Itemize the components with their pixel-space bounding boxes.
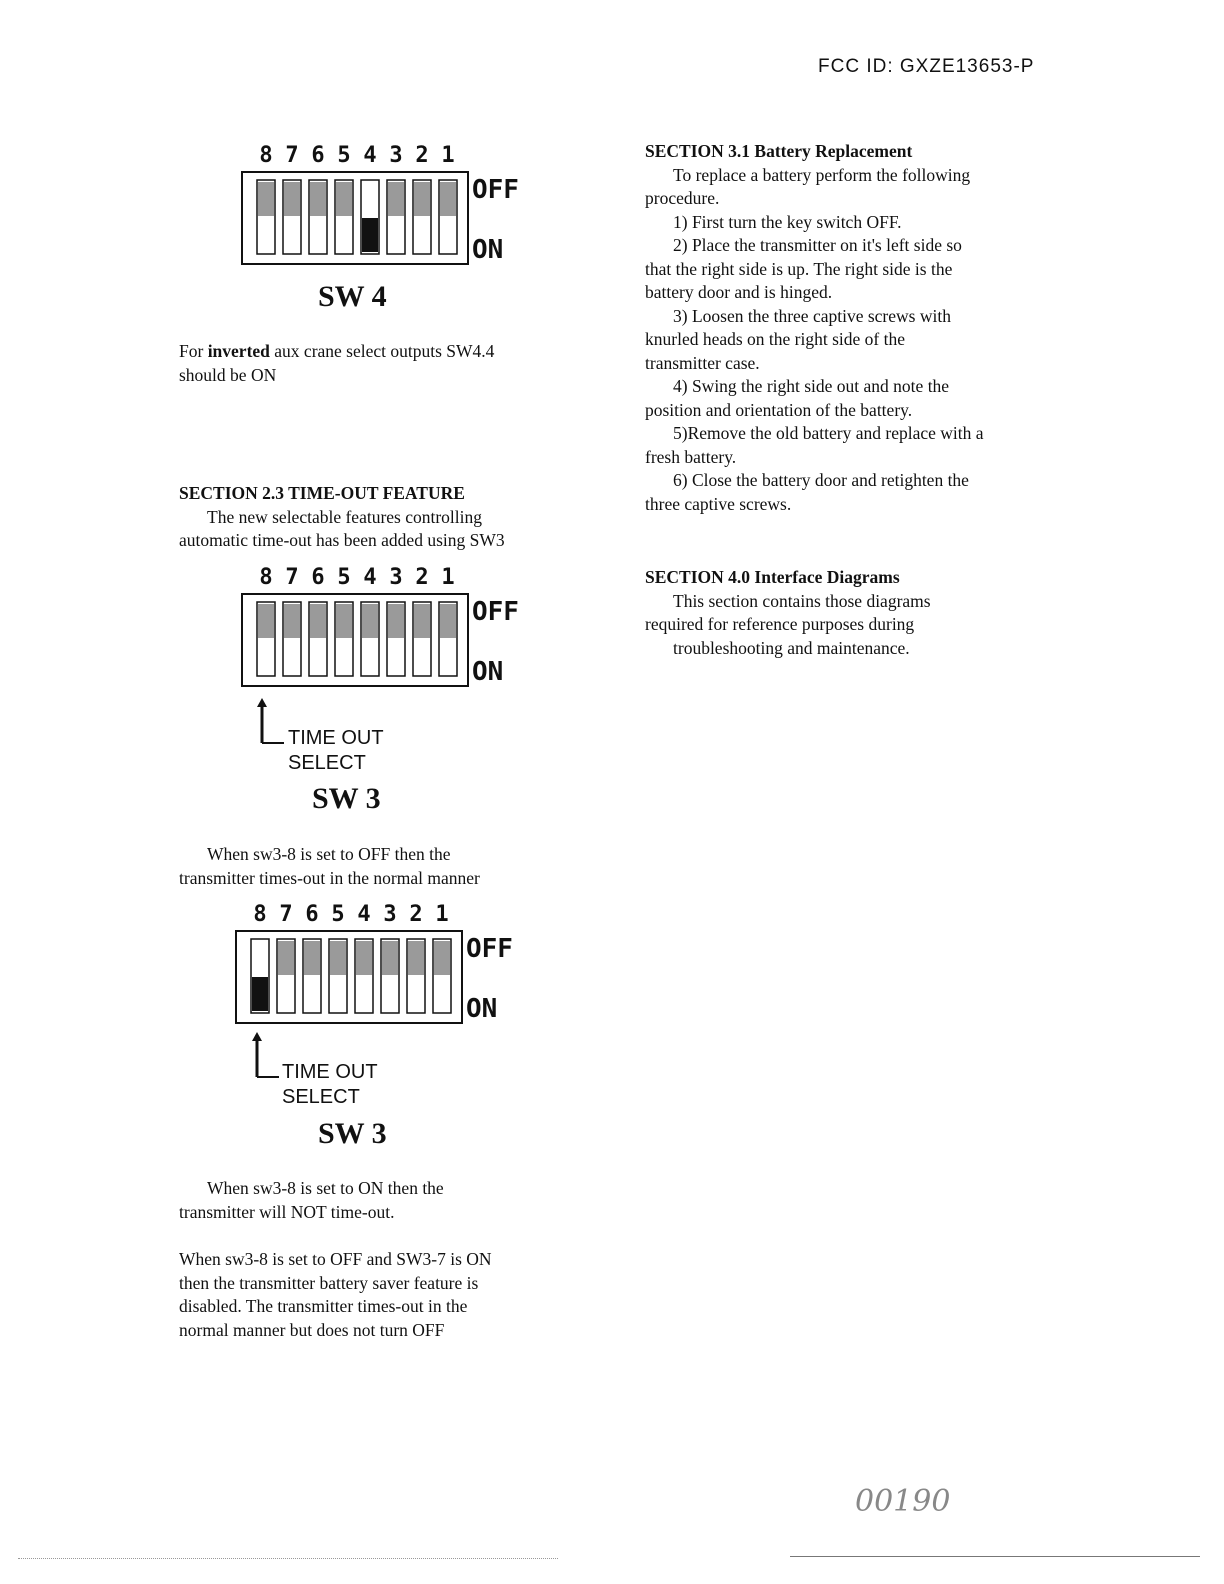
switch-number-7: 7 (285, 143, 299, 168)
switch-number-7: 7 (285, 565, 299, 590)
sw3-label-1: SW 3 (312, 782, 381, 815)
switch-number-1: 1 (435, 902, 449, 927)
switch-number-1: 1 (441, 143, 455, 168)
time-out-arrow-1 (254, 698, 288, 751)
switch-number-5: 5 (337, 143, 351, 168)
switch-number-7: 7 (279, 902, 293, 927)
section-3-1-title: SECTION 3.1 Battery Replacement (645, 141, 913, 161)
toggle-lever-8 (258, 604, 274, 638)
toggle-lever-3 (382, 941, 398, 975)
toggle-lever-8 (252, 977, 268, 1011)
sw3-diagram-1 (240, 558, 530, 698)
toggle-lever-3 (388, 182, 404, 216)
section-3-1: SECTION 3.1 Battery Replacement To replace a battery perform the following procedure. 1) First turn the key switch OFF. 2) Place the transmitter on it's left side so that the right side is up. The right side is the battery door and is hinged. 3) Loosen the three captive screws with knurled heads on the right side of the transmitter case. 4) Swing the right side out and note the position and orientation of the battery. 5)Remove the old battery and replace with a fresh battery. 6) Close the battery door and retighten the three captive screws. (645, 140, 1045, 516)
switch-number-3: 3 (383, 902, 397, 927)
switch-body (236, 931, 462, 1023)
switch-number-2: 2 (415, 143, 429, 168)
switch-number-4: 4 (357, 902, 371, 927)
on-label: ON (466, 994, 498, 1024)
toggle-lever-1 (434, 941, 450, 975)
toggle-lever-5 (336, 182, 352, 216)
switch-number-4: 4 (363, 565, 377, 590)
switch-number-1: 1 (441, 565, 455, 590)
note-sw3-on: When sw3-8 is set to ON then the transmitter will NOT time-out. (179, 1178, 444, 1222)
on-label: ON (472, 235, 504, 265)
switch-number-2: 2 (409, 902, 423, 927)
fcc-id: FCC ID: GXZE13653-P (818, 56, 1035, 77)
footer-rule-left (18, 1558, 558, 1559)
switch-number-4: 4 (363, 143, 377, 168)
toggle-lever-8 (258, 182, 274, 216)
section-2-3: SECTION 2.3 TIME-OUT FEATURE The new selectable features controlling automatic time-out has been added using SW3 (179, 482, 619, 553)
switch-body (242, 172, 468, 264)
switch-number-8: 8 (253, 902, 267, 927)
toggle-lever-4 (362, 604, 378, 638)
toggle-lever-5 (330, 941, 346, 975)
toggle-lever-2 (414, 604, 430, 638)
toggle-lever-4 (362, 218, 378, 252)
section-4-0-title: SECTION 4.0 Interface Diagrams (645, 567, 900, 587)
toggle-lever-7 (284, 182, 300, 216)
switch-number-6: 6 (311, 143, 325, 168)
time-out-select-1: TIME OUT SELECT (288, 727, 384, 774)
switch-number-8: 8 (259, 143, 273, 168)
switch-number-6: 6 (305, 902, 319, 927)
toggle-lever-2 (408, 941, 424, 975)
switch-number-2: 2 (415, 565, 429, 590)
sw4-label: SW 4 (318, 280, 387, 313)
note-battery-saver: When sw3-8 is set to OFF and SW3-7 is ON then the transmitter battery saver feature is disabled. The transmitter times-out in the normal manner but does not turn OFF (179, 1249, 492, 1340)
sw3-diagram-2 (234, 895, 524, 1035)
toggle-lever-6 (304, 941, 320, 975)
toggle-lever-4 (356, 941, 372, 975)
section-4-0: SECTION 4.0 Interface Diagrams This section contains those diagrams required for reference purposes during troubleshooting and maintenance. (645, 566, 1045, 660)
switch-number-5: 5 (331, 902, 345, 927)
toggle-lever-7 (278, 941, 294, 975)
switch-number-3: 3 (389, 565, 403, 590)
time-out-select-2: TIME OUT SELECT (282, 1061, 378, 1108)
time-out-arrow-2 (249, 1032, 283, 1085)
toggle-lever-6 (310, 604, 326, 638)
section-2-3-title: SECTION 2.3 TIME-OUT FEATURE (179, 483, 465, 503)
on-label: ON (472, 657, 504, 687)
off-label: OFF (466, 934, 513, 964)
switch-number-5: 5 (337, 565, 351, 590)
toggle-lever-3 (388, 604, 404, 638)
toggle-lever-7 (284, 604, 300, 638)
switch-number-8: 8 (259, 565, 273, 590)
switch-body (242, 594, 468, 686)
page-mark: 00190 (855, 1484, 951, 1519)
off-label: OFF (472, 597, 519, 627)
switch-number-6: 6 (311, 565, 325, 590)
toggle-lever-1 (440, 604, 456, 638)
toggle-lever-5 (336, 604, 352, 638)
toggle-lever-2 (414, 182, 430, 216)
note-sw3-off: When sw3-8 is set to OFF then the transmitter times-out in the normal manner (179, 844, 480, 888)
sw4-diagram (240, 136, 530, 276)
off-label: OFF (472, 175, 519, 205)
toggle-lever-6 (310, 182, 326, 216)
sw4-note: For inverted aux crane select outputs SW4.4 should be ON (179, 341, 495, 385)
switch-number-3: 3 (389, 143, 403, 168)
sw3-label-2: SW 3 (318, 1117, 387, 1150)
footer-rule-right (790, 1556, 1200, 1557)
toggle-lever-1 (440, 182, 456, 216)
